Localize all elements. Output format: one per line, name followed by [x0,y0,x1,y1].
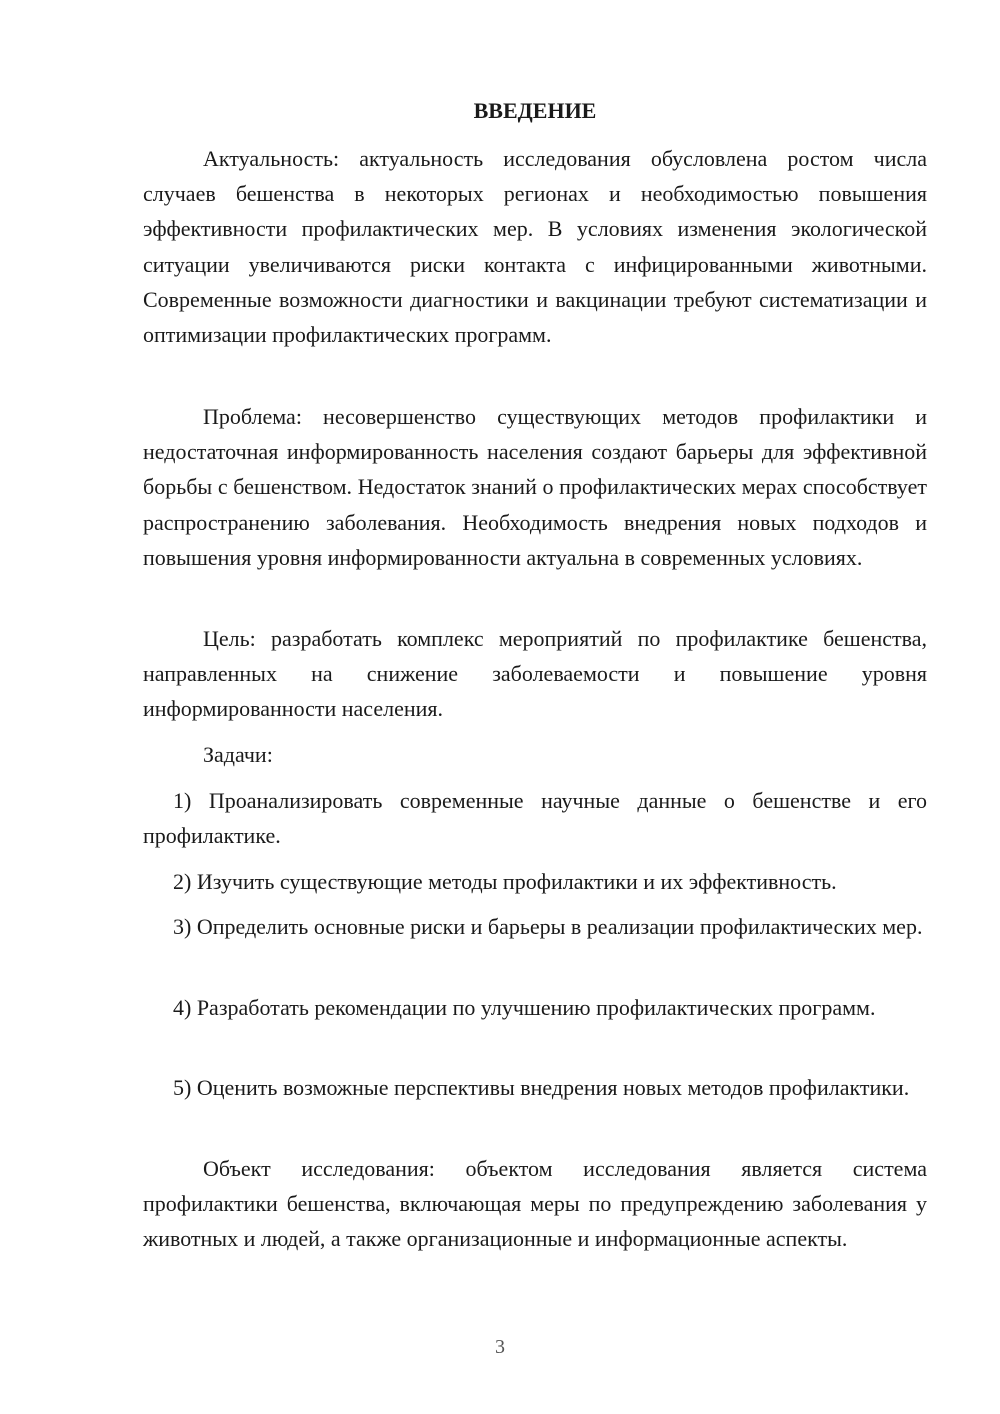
tasks-heading: Задачи: [203,742,273,767]
relevance-paragraph: Актуальность: актуальность исследования обусловлена ростом числа случаев бешенства в некоторых регионах и необходимостью повышения эффективности профилактических мер. В условиях изменения экологической ситуации увеличиваются риски контакта с инфицированными животными. Современные возможности диагностики и вакцинации требуют систематизации и оптимизации профилактических программ. [143,146,927,348]
goal-paragraph: Цель: разработать комплекс мероприятий по профилактике бешенства, направленных на снижение заболеваемости и повышение уровня информированности населения. [143,626,927,722]
section-title: ВВЕДЕНИЕ [473,98,597,123]
page-number: 3 [495,1336,505,1358]
object-paragraph: Объект исследования: объектом исследования является система профилактики бешенства, включающая меры по предупреждению заболевания у животных и людей, а также организационные и информационные аспекты. [143,1156,927,1252]
task-item: 2) Изучить существующие методы профилактики и их эффективность. [173,869,837,894]
task-item: 3) Определить основные риски и барьеры в реализации профилактических мер. [173,914,923,939]
problem-paragraph: Проблема: несовершенство существующих методов профилактики и недостаточная информированность населения создают барьеры для эффективной борьбы с бешенством. Недостаток знаний о профилактических мерах способствует распространению заболевания. Необходимость внедрения новых подходов и повышения уровня информированности актуальна в современных условиях. [143,404,927,570]
task-item: 1) Проанализировать современные научные данные о бешенстве и его профилактике. [143,788,927,849]
task-item: 4) Разработать рекомендации по улучшению профилактических программ. [173,995,876,1020]
task-item: 5) Оценить возможные перспективы внедрения новых методов профилактики. [173,1075,910,1100]
